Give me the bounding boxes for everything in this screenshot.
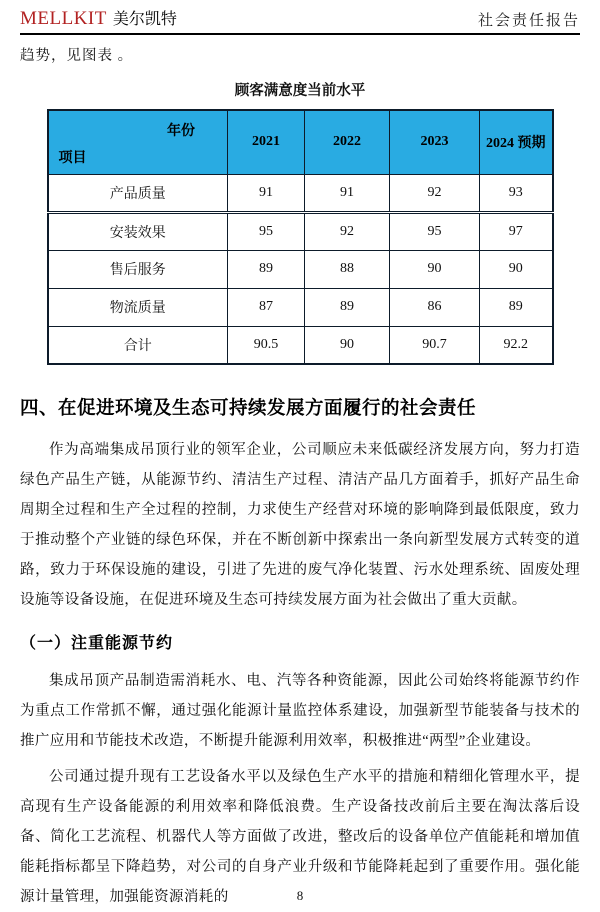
row-label: 售后服务 bbox=[48, 250, 228, 288]
year-column-header: 2023 bbox=[390, 110, 480, 174]
page-header bbox=[20, 6, 580, 35]
paragraph-3: 公司通过提升现有工艺设备水平以及绿色生产水平的措施和精细化管理水平，提高现有生产设备能源的利用效率和降低浪费。生产设备技改前后主要在淘汰落后设备、简化工艺流程、机器代人等方面做了改进，整改后的设备单位产值能耗和增加值能耗指标都呈下降趋势，对公司的自身产业升级和节能降耗起到了重要作用。强化能源计量管理，加强能资源消耗的 bbox=[20, 769, 580, 905]
cell-value: 92.2 bbox=[480, 326, 553, 364]
cell-value: 89 bbox=[228, 250, 305, 288]
cell-value: 93 bbox=[480, 174, 553, 212]
brand-name-zh: 美尔凯特 bbox=[112, 11, 177, 28]
brand-logo-text: MELLKIT bbox=[20, 8, 107, 29]
row-label: 安装效果 bbox=[48, 212, 228, 250]
brand bbox=[20, 6, 177, 30]
cell-value: 97 bbox=[480, 212, 553, 250]
cell-value: 90.7 bbox=[390, 326, 480, 364]
cell-value: 90 bbox=[480, 250, 553, 288]
table-row bbox=[48, 212, 553, 250]
table-row-total bbox=[48, 326, 553, 364]
table-header-row bbox=[48, 110, 553, 174]
year-column-header: 2022 bbox=[305, 110, 390, 174]
cell-value: 89 bbox=[480, 288, 553, 326]
sub-heading: （一）注重能源节约 bbox=[20, 633, 174, 652]
cell-value: 90 bbox=[390, 250, 480, 288]
page-number: 8 bbox=[296, 888, 304, 903]
table-title: 顾客满意度当前水平 bbox=[234, 83, 366, 99]
cell-value: 91 bbox=[228, 174, 305, 212]
cell-value: 91 bbox=[305, 174, 390, 212]
cell-value: 95 bbox=[390, 212, 480, 250]
row-label: 物流质量 bbox=[48, 288, 228, 326]
paragraph-2: 集成吊顶产品制造需消耗水、电、汽等各种资能源，因此公司始终将能源节约作为重点工作常抓不懈，通过强化能源计量监控体系建设，加强新型节能装备与技术的推广应用和节能技术改造，不断提升能源利用效率，积极推进“两型”企业建设。 bbox=[20, 673, 580, 749]
year-column-header: 2021 bbox=[228, 110, 305, 174]
table-row bbox=[48, 288, 553, 326]
cell-value: 90 bbox=[305, 326, 390, 364]
section-heading: 四、在促进环境及生态可持续发展方面履行的社会责任 bbox=[20, 398, 477, 419]
cell-value: 92 bbox=[390, 174, 480, 212]
cell-value: 92 bbox=[305, 212, 390, 250]
row-label: 产品质量 bbox=[48, 174, 228, 212]
cell-value: 89 bbox=[305, 288, 390, 326]
corner-year-label: 年份 bbox=[167, 124, 195, 139]
doc-title: 社会责任报告 bbox=[477, 13, 580, 29]
table-row bbox=[48, 174, 553, 212]
paragraph-1: 作为高端集成吊顶行业的领军企业，公司顺应未来低碳经济发展方向，努力打造绿色产品生产链，从能源节约、清洁生产过程、清洁产品几方面着手，抓好产品生命周期全过程和生产全过程的控制，力求使生产经营对环境的影响降到最低限度，致力于推动整个产业链的绿色环保，并在不断创新中探索出一条向新型发展方式转变的道路，致力于环保设施的建设，引进了先进的废气净化装置、污水处理系统、固废处理设施等设备设施，在促进环境及生态可持续发展方面为社会做出了重大贡献。 bbox=[20, 442, 580, 608]
year-column-header: 2024 预期 bbox=[480, 110, 553, 174]
table-header bbox=[48, 110, 553, 174]
corner-item-label: 项目 bbox=[58, 150, 87, 166]
cell-value: 90.5 bbox=[228, 326, 305, 364]
intro-text: 趋势，见图表 。 bbox=[20, 48, 134, 64]
cell-value: 88 bbox=[305, 250, 390, 288]
satisfaction-table bbox=[47, 109, 554, 365]
row-label: 合计 bbox=[48, 326, 228, 364]
cell-value: 86 bbox=[390, 288, 480, 326]
cell-value: 95 bbox=[228, 212, 305, 250]
table-body bbox=[48, 174, 553, 364]
cell-value: 87 bbox=[228, 288, 305, 326]
table-row bbox=[48, 250, 553, 288]
corner-cell bbox=[48, 110, 228, 174]
